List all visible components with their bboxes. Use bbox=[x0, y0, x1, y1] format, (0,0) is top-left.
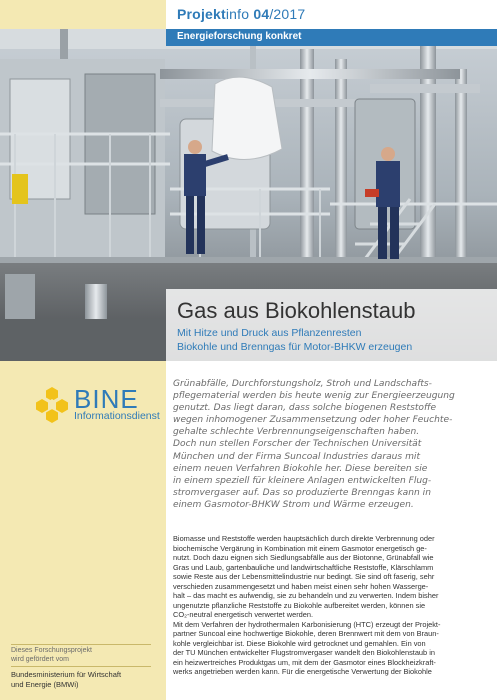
lead-paragraph bbox=[173, 378, 489, 511]
issue-number: 04 bbox=[253, 6, 270, 22]
issue-year: /2017 bbox=[269, 6, 306, 22]
body-line: Mit dem Verfahren der hydrothermalen Karbonisierung (HTC) erzeugt der Projekt- bbox=[173, 619, 441, 629]
footer-divider-2 bbox=[11, 666, 151, 667]
series-label: Energieforschung konkret bbox=[177, 31, 302, 42]
logo-wordmark: BINE bbox=[74, 384, 139, 414]
body-line: sowie Reste aus der Lebensmittelindustrie nur bedingt. Sie sind oft faserig, sehr bbox=[173, 572, 435, 581]
lead-line: gehalte schlechte Verbrennungseigenschaften haben. bbox=[173, 427, 420, 438]
body-line: Gras und Laub, gartenbauliche und landwirtschaftliche Reststoffe, Klärschlamm bbox=[173, 562, 434, 572]
page-title: Gas aus Biokohlenstaub bbox=[177, 298, 416, 323]
lead-line: pflegematerial werden bis heute wenig zur Energieerzeugung bbox=[173, 391, 455, 402]
body-line: Biomasse und Reststoffe werden hauptsächlich durch direkte Verbrennung oder bbox=[173, 534, 435, 543]
lead-line: wegen inhomogener Zusammensetzung oder hoher Feuchte- bbox=[173, 415, 453, 426]
footer-divider bbox=[11, 644, 151, 645]
body-line: der TU München entwickelter Flugstromvergaser wandelt den Biokohlenstaub in bbox=[173, 648, 435, 657]
body-text bbox=[173, 534, 489, 677]
brand-light-text: info bbox=[225, 6, 254, 22]
body-line: partner Suncoal eine hochwertige Biokohle, deren Brennwert mit dem von Braun- bbox=[173, 629, 439, 638]
ministry-name-line-1: Bundesministerium für Wirtschaft bbox=[11, 670, 122, 679]
funding-label-line-1: Dieses Forschungsprojekt bbox=[11, 647, 92, 654]
body-line: kohle vergleichbar ist. Diese Biokohle wird getrocknet und gemahlen. Ein von bbox=[173, 638, 426, 648]
logo-tagline: Informationsdienst bbox=[74, 410, 160, 422]
body-line: werks angetrieben werden kann. Für die energetische Verwertung der Biokohle bbox=[173, 667, 432, 676]
subtitle-line-1: Mit Hitze und Druck aus Pflanzenresten bbox=[177, 327, 362, 339]
body-line: verschieden zusammengesetzt und haben meist einen sehr hohen Wasserge- bbox=[173, 581, 429, 591]
subtitle-line-2: Biokohle und Brenngas für Motor-BHKW erzeugen bbox=[177, 341, 413, 353]
lead-line: Grünabfälle, Durchforstungsholz, Stroh und Landschafts- bbox=[173, 379, 432, 389]
hexagon-logo-icon bbox=[34, 386, 70, 424]
bine-logo bbox=[34, 384, 160, 444]
lead-line: einem Gasmotor-BHKW Strom und Wärme erzeugen. bbox=[173, 499, 414, 510]
lead-line: stromvergaser auf. Das so produzierte Brenngas kann in bbox=[173, 487, 431, 498]
publication-title bbox=[177, 6, 305, 22]
lead-line: einem neuen Verfahren Biokohle her. Diese bereiten sie bbox=[173, 463, 428, 474]
funding-label-line-2: wird gefördert vom bbox=[11, 656, 69, 663]
lead-line: genutzt. Das liegt daran, dass solche biogenen Reststoffe bbox=[173, 403, 437, 414]
lead-line: in einem speziell für kleinere Anlagen entwickelten Flug- bbox=[173, 475, 432, 486]
body-line: CO₂-neutral energetisch verwertet werden. bbox=[173, 610, 314, 619]
lead-line: Doch nun stellen Forscher der Technischen Universität bbox=[173, 439, 422, 450]
ministry-name-line-2: und Energie (BMWi) bbox=[11, 680, 79, 689]
brand-bold-text: Projekt bbox=[177, 6, 226, 22]
lead-line: München und der Firma Suncoal Industries daraus mit bbox=[173, 451, 421, 462]
body-line: nutzt. Doch dazu eignen sich Siedlungsabfälle aus der Biotonne, Grünabfall wie bbox=[173, 553, 434, 562]
body-line: biochemische Vergärung in Kombination mit einem Gasmotor energetisch ge- bbox=[173, 543, 427, 553]
body-line: ungenutzte pflanzliche Reststoffe zu Biokohle aufbereitet werden, können sie bbox=[173, 600, 426, 610]
body-line: halt – das macht es aufwendig, sie zu behandeln und zu verwerten. Indem bisher bbox=[173, 591, 439, 600]
body-line: ein heizwertreiches Produktgas um, mit dem der Gasmotor eines Blockheizkraft- bbox=[173, 657, 436, 667]
